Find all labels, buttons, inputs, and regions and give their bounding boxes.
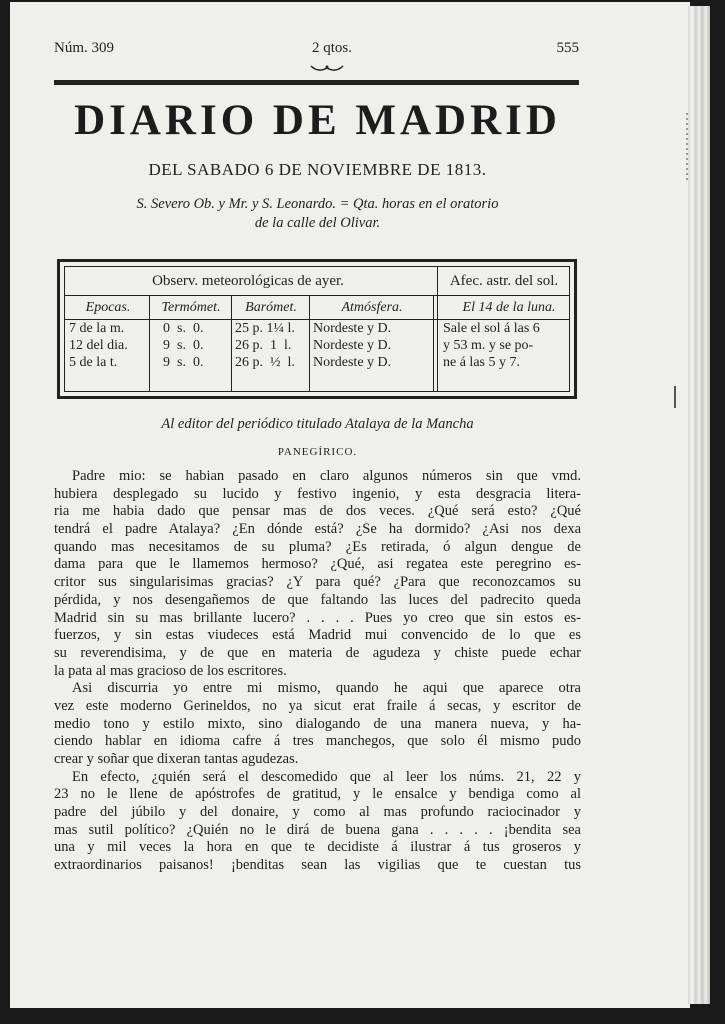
column-termometro xyxy=(153,299,229,371)
sun-header: Afec. astr. del sol. xyxy=(449,273,559,289)
text-line: Asi discurria yo entre mi mismo, quando he aqui que aparece otra xyxy=(72,680,581,697)
text-line: padre del júbilo y del donaire, y como al mas profundo raciocinador y xyxy=(54,804,581,821)
text-line: critor sus singularisimas gracias? ¿Y para qué? ¿Para que reconozcamos su xyxy=(54,574,581,591)
text-line: Madrid sin su mas brillante lucero? . . . . Pues yo creo que sin estos es- xyxy=(54,609,581,626)
newspaper-page xyxy=(10,2,690,1008)
text-line: una y mil veces la hora en que te decidiste á ilustrar á tus groseros y xyxy=(54,839,581,856)
table-cell: 0 s. 0. xyxy=(163,321,204,336)
sun-line: Sale el sol á las 6 xyxy=(443,321,540,336)
column-atmosfera xyxy=(313,299,431,371)
text-line: la pata al mas gracioso de los escritores. xyxy=(54,662,287,679)
column-header: Epocas. xyxy=(85,300,131,315)
table-divider xyxy=(437,267,438,391)
article-subtitle: PANEGÍRICO. xyxy=(277,446,358,458)
table-cell: 25 p. 1¼ l. xyxy=(235,321,295,336)
column-header: Barómet. xyxy=(245,300,297,315)
table-divider xyxy=(65,295,569,296)
text-line: su reverendisima, y de que en materia de agudeza y chiste puede echar xyxy=(54,644,581,661)
page-header xyxy=(54,40,579,64)
text-line: mas sutil político? ¿Quién no le dirá de buena gana . . . . . ¡bendita sea xyxy=(54,821,581,838)
weather-table-inner xyxy=(64,266,570,392)
column-header: El 14 de la luna. xyxy=(462,300,556,315)
article-body xyxy=(54,468,581,875)
price: 2 qtos. xyxy=(311,40,352,56)
table-cell: 26 p. ½ l. xyxy=(235,355,295,370)
table-cell: 5 de la t. xyxy=(69,355,118,370)
weather-table xyxy=(57,259,577,399)
saints-of-the-day xyxy=(50,195,585,233)
top-rule xyxy=(54,80,579,85)
text-line: Padre mio: se habian pasado en claro algunos números sin que vmd. xyxy=(72,468,581,484)
issue-date: DEL SABADO 6 DE NOVIEMBRE DE 1813. xyxy=(148,160,487,179)
table-divider xyxy=(231,295,232,391)
table-cell: Nordeste y D. xyxy=(313,321,392,336)
margin-mark xyxy=(674,386,676,408)
saints-line: de la calle del Olivar. xyxy=(254,215,381,231)
issue-number: Núm. 309 xyxy=(54,40,114,56)
column-header: Termómet. xyxy=(161,300,221,315)
masthead-title: DIARIO DE MADRID xyxy=(74,97,561,144)
text-line: En efecto, ¿quién será el descomedido que al leer los núms. 21, 22 y xyxy=(72,768,581,785)
sun-line: y 53 m. y se po- xyxy=(443,338,534,353)
table-cell: Nordeste y D. xyxy=(313,355,392,370)
table-cell: Nordeste y D. xyxy=(313,338,392,353)
text-line: extraordinarios paisanos! ¡benditas sean las vigilias que te cuestan tus xyxy=(54,857,581,874)
saints-line: S. Severo Ob. y Mr. y S. Leonardo. = Qta. horas en el oratorio xyxy=(136,196,499,212)
text-line: tendrá el padre Atalaya? ¿En dónde está? ¿Se ha dormido? ¿Asi nos dexa xyxy=(54,521,581,538)
weather-header: Observ. meteorológicas de ayer. xyxy=(152,273,344,289)
text-line: hubiera desplegado su lucido y festivo ingenio, y esta desgracia litera- xyxy=(54,485,581,502)
column-epocas xyxy=(69,299,147,371)
text-line: medio tono y estilo mixto, sino dialogando de una manera nueva, y ha- xyxy=(54,715,581,732)
page-edge xyxy=(688,6,710,1004)
page-number: 555 xyxy=(556,40,579,56)
article-title: Al editor del periódico titulado Atalaya de la Mancha xyxy=(161,416,474,432)
table-cell: 26 p. 1 l. xyxy=(235,338,292,353)
column-header: Atmósfera. xyxy=(341,300,403,315)
table-cell: 7 de la m. xyxy=(69,321,125,336)
text-line: ria me habia dado que pensar mas de dos veces. ¿Qué será esto? ¿Qué xyxy=(54,503,581,520)
text-line: dama para que le llamemos hermoso? ¿Qué, asi regatea este peregrino es- xyxy=(54,556,581,573)
ornament-icon xyxy=(309,62,345,74)
table-divider xyxy=(309,295,310,391)
table-divider xyxy=(433,295,434,391)
text-line: pérdida, y nos desengañemos de que faltando las luces del padrecito queda xyxy=(54,591,581,608)
table-divider xyxy=(149,295,150,391)
text-line: 23 no le llene de apóstrofes de gratitud, y le ensalce y bendiga como al xyxy=(54,786,581,803)
text-line: fuerzos, y sin estas viudeces está Madrid mui convencido de lo que es xyxy=(54,627,581,644)
sun-line: ne á las 5 y 7. xyxy=(443,355,520,370)
text-line: vez este moderno Gerineldos, no ya sicut erat fraile á secas, y escritor de xyxy=(54,697,581,714)
table-cell: 9 s. 0. xyxy=(163,355,204,370)
column-barometro xyxy=(235,299,307,371)
text-line: ciendo hablar en idioma cafre á tres manchegos, que solo él mismo pudo xyxy=(54,733,581,750)
table-cell: 9 s. 0. xyxy=(163,338,204,353)
column-sun xyxy=(443,299,575,371)
table-cell: 12 del dia. xyxy=(69,338,128,353)
text-line: quando mas necesitamos de su pluma? ¿Es retirada, ó algun dengue de xyxy=(54,538,581,555)
text-line: crear y soñar que dixeran tantas agudezas. xyxy=(54,751,299,767)
